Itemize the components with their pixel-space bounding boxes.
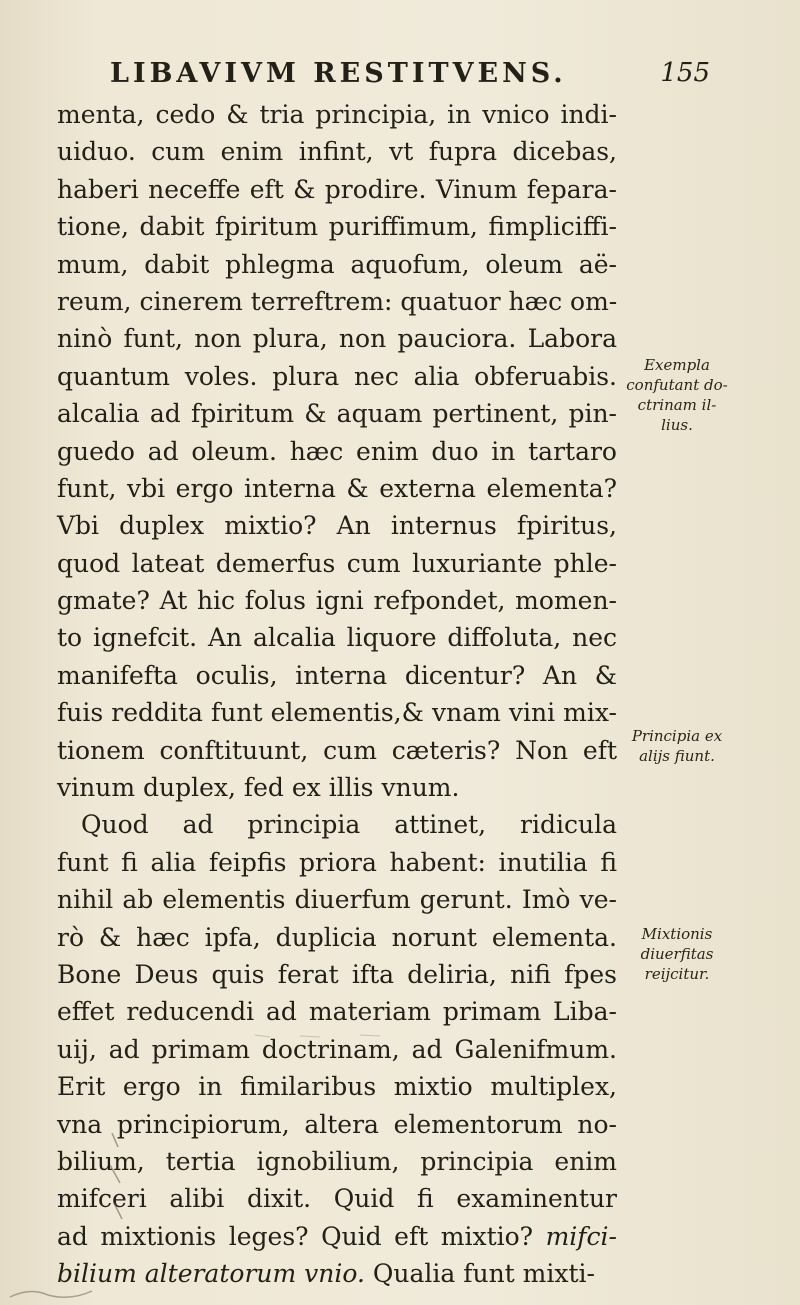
margin-note <box>622 726 732 766</box>
text-line: vinum duplex, fed ex illis vnum. <box>57 773 460 803</box>
text-line: bilium, tertia ignobilium, principia enim <box>57 1146 617 1176</box>
text-line: alcalia ad fpiritum & aquam pertinent, pin- <box>57 399 617 429</box>
margin-note-line: Mixtionis <box>641 925 713 943</box>
text-line: effet reducendi ad materiam primam Liba- <box>57 997 617 1027</box>
text-line: tione, dabit fpiritum puriffimum, fimpliciffi- <box>57 212 617 242</box>
text-line: mifceri alibi dixit. Quid fi examinentur <box>57 1184 617 1214</box>
text-line: tionem conftituunt, cum cæteris? Non eft <box>57 735 617 765</box>
text-line: menta, cedo & tria principia, in vnico indi- <box>57 100 617 129</box>
page-header <box>110 58 710 92</box>
margin-note-line: Exempla <box>644 356 710 374</box>
text-line: to ignefcit. An alcalia liquore diffoluta, nec <box>57 623 617 653</box>
text-line: Vbi duplex mixtio? An internus fpiritus, <box>57 511 617 541</box>
main-text <box>57 96 617 1293</box>
text-line: ninò funt, non plura, non pauciora. Labora <box>57 324 617 354</box>
running-title: LIBAVIVM RESTITVENS. <box>110 58 567 89</box>
text-line: vna principiorum, altera elementorum no- <box>57 1109 617 1139</box>
text-line: Erit ergo in fimilaribus mixtio multiplex, <box>57 1072 617 1102</box>
margin-note-line: diuerfitas <box>640 945 714 963</box>
text-segment: Qualia funt mixti- <box>364 1259 595 1289</box>
text-line: uiduo. cum enim infint, vt fupra dicebas, <box>57 137 617 167</box>
text-line: Quod ad principia attinet, ridicula <box>81 810 617 840</box>
text-line: mum, dabit phlegma aquofum, oleum aë- <box>57 249 617 279</box>
text-line: manifefta oculis, interna dicentur? An & <box>57 660 617 690</box>
text-line: gmate? At hic folus igni refpondet, momen- <box>57 586 617 616</box>
text-line: rò & hæc ipfa, duplicia norunt elementa. <box>57 922 617 952</box>
text-segment-italic: mifci- <box>545 1221 617 1251</box>
margin-note-line: reijcitur. <box>644 965 710 983</box>
text-line: nihil ab elementis diuerfum gerunt. Imò ve- <box>57 885 617 915</box>
margin-note-line: Principia ex <box>631 727 723 745</box>
text-line: guedo ad oleum. hæc enim duo in tartaro <box>57 436 617 466</box>
text-segment: ad mixtionis leges? Quid eft mixtio? <box>57 1221 546 1251</box>
text-line: funt fi alia feipfis priora habent: inutilia fi <box>57 847 617 877</box>
text-segment-italic: bilium alteratorum vnio. <box>57 1259 365 1289</box>
margin-note <box>622 924 732 984</box>
text-line: Bone Deus quis ferat ifta deliria, nifi fpes <box>57 959 617 989</box>
text-line: quod lateat demerfus cum luxuriante phle- <box>57 548 617 578</box>
margin-note-line: alijs fiunt. <box>639 747 715 765</box>
text-line: haberi neceffe eft & prodire. Vinum fepara- <box>57 174 617 204</box>
text-line: fuis reddita funt elementis,& vnam vini mix- <box>57 698 617 728</box>
text-line <box>57 1255 617 1292</box>
text-line: uij, ad primam doctrinam, ad Galenifmum. <box>57 1034 617 1064</box>
text-line: reum, cinerem terreftrem: quatuor hæc om- <box>57 286 618 316</box>
text-line: funt, vbi ergo interna & externa elementa? <box>57 473 617 503</box>
margin-note-line: confutant do- <box>626 376 728 394</box>
margin-note-line: ctrinam il- <box>637 396 717 414</box>
margin-note-line: lius. <box>661 416 693 434</box>
text-line <box>57 1218 617 1255</box>
margin-note <box>622 355 732 435</box>
page-number: 155 <box>660 58 710 88</box>
text-line: quantum voles. plura nec alia obferuabis. <box>57 361 617 391</box>
